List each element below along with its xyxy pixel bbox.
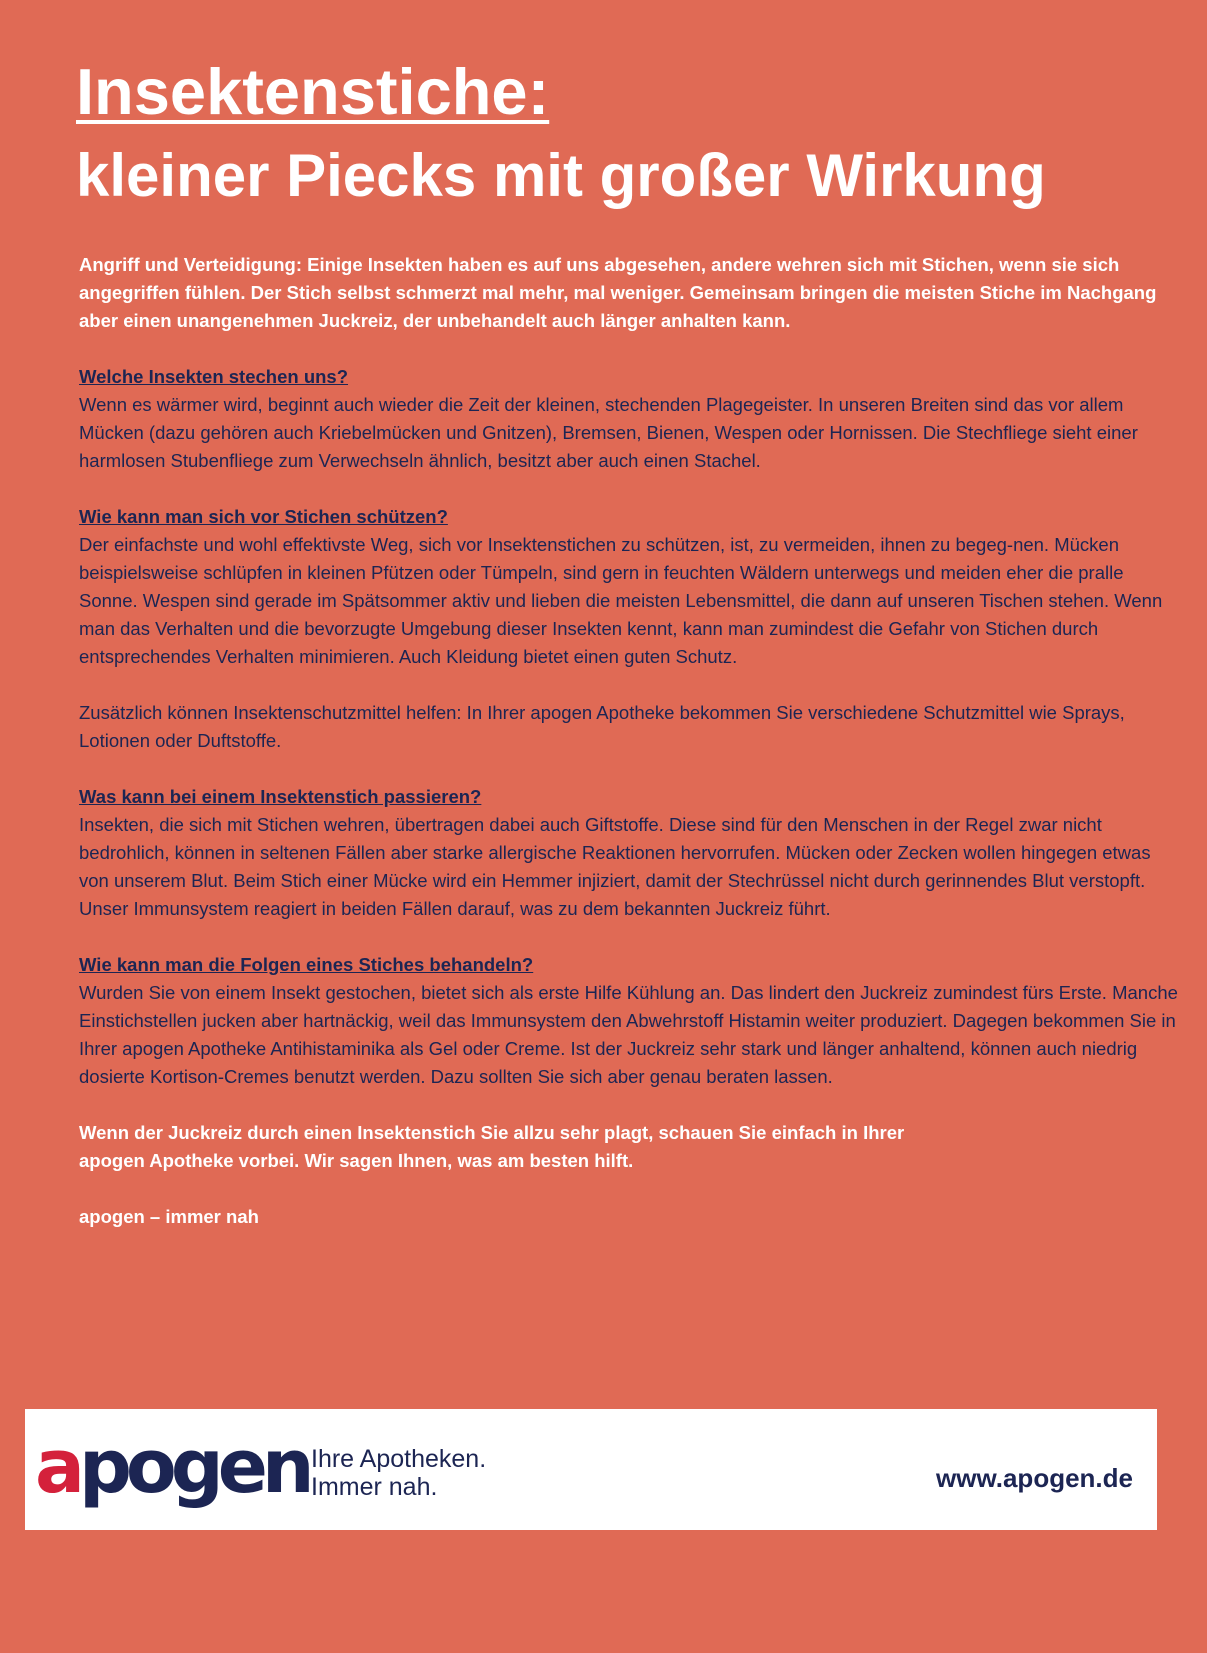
footer-banner [25, 1409, 1157, 1530]
apogen-logo [35, 1424, 309, 1510]
section-heading-protection: Wie kann man sich vor Stichen schützen? [79, 506, 448, 527]
intro-paragraph: Angriff und Verteidigung: Einige Insekten haben es auf uns abgesehen, andere wehren sich mit Stichen, wenn sie sich angegriffen fühlen. Der Stich selbst schmerzt mal mehr, mal weniger. Gemeinsam bringen die meisten Stiche im Nachgang aber einen unangenehmen Juckreiz, der unbehandelt auch länger anhalten kann. [79, 254, 1157, 331]
slogan: apogen – immer nah [79, 1206, 259, 1227]
section-text-treatment: Wurden Sie von einem Insekt gestochen, bietet sich als erste Hilfe Kühlung an. Das lindert den Juckreiz zumindest fürs Erste. Manche Einstichstellen jucken aber hartnäckig, weil das Immunsystem den Abwehrstoff Histamin weiter produziert. Dagegen bekommen Sie in Ihrer apogen Apotheke Antihistaminika als Gel oder Creme. Ist der Juckreiz sehr stark und länger anhaltend, können auch niedrig dosierte Kortison-Cremes benutzt werden. Dazu sollten Sie sich aber genau beraten lassen. [79, 982, 1178, 1087]
tagline-line-2: Immer nah. [311, 1473, 438, 1501]
page-title [76, 50, 1186, 218]
section-heading-what-happens: Was kann bei einem Insektenstich passieren? [79, 786, 482, 807]
title-line-2: kleiner Piecks mit großer Wirkung [76, 142, 1046, 209]
section-text-protection: Der einfachste und wohl effektivste Weg, sich vor Insektenstichen zu schützen, ist, zu vermeiden, ihnen zu begeg-nen. Mücken beispielsweise schlüpfen in kleinen Pfützen oder Tümpeln, sind gern in feuchten Wäldern unterwegs und meiden eher die pralle Sonne. Wespen sind gerade im Spätsommer aktiv und lieben die meisten Lebensmittel, die dann auf unseren Tischen stehen. Wenn man das Verhalten und die bevorzugte Umgebung dieser Insekten kennt, kann man zumindest die Gefahr von Stichen durch entsprechendes Verhalten minimieren. Auch Kleidung bietet einen guten Schutz. [79, 534, 1163, 667]
section-text-what-happens: Insekten, die sich mit Stichen wehren, übertragen dabei auch Giftstoffe. Diese sind für den Menschen in der Regel zwar nicht bedrohlich, können in seltenen Fällen aber starke allergische Reaktionen hervorrufen. Mücken oder Zecken wollen hingegen etwas von unserem Blut. Beim Stich einer Mücke wird ein Hemmer injiziert, damit der Stechrüssel nicht durch gerinnendes Blut verstopft. Unser Immunsystem reagiert in beiden Fällen darauf, was zu dem bekannten Juckreiz führt. [79, 814, 1151, 919]
logo-letters-rest: pogen [78, 1424, 309, 1510]
closing-line-2: apogen Apotheke vorbei. Wir sagen Ihnen, was am besten hilft. [79, 1150, 634, 1171]
section-heading-treatment: Wie kann man die Folgen eines Stiches behandeln? [79, 954, 534, 975]
article-body [79, 251, 1179, 1231]
section-text-protection-extra: Zusätzlich können Insektenschutzmittel helfen: In Ihrer apogen Apotheke bekommen Sie verschiedene Schutzmittel wie Sprays, Lotionen oder Duftstoffe. [79, 702, 1125, 751]
section-heading-which-insects: Welche Insekten stechen uns? [79, 366, 349, 387]
closing-line-1: Wenn der Juckreiz durch einen Insektenstich Sie allzu sehr plagt, schauen Sie einfach in Ihrer [79, 1122, 905, 1143]
logo-letter-a: a [35, 1424, 79, 1510]
section-text-which-insects: Wenn es wärmer wird, beginnt auch wieder die Zeit der kleinen, stechenden Plagegeister. In unseren Breiten sind das vor allem Mücken (dazu gehören auch Kriebelmücken und Gnitzen), Bremsen, Bienen, Wespen oder Hornissen. Die Stechfliege sieht einer harmlosen Stubenfliege zum Verwechseln ähnlich, besitzt aber auch einen Stachel. [79, 394, 1138, 471]
title-line-1: Insektenstiche: [76, 55, 550, 128]
tagline [311, 1445, 486, 1501]
website-url: www.apogen.de [936, 1463, 1133, 1493]
tagline-line-1: Ihre Apotheken. [311, 1445, 487, 1473]
